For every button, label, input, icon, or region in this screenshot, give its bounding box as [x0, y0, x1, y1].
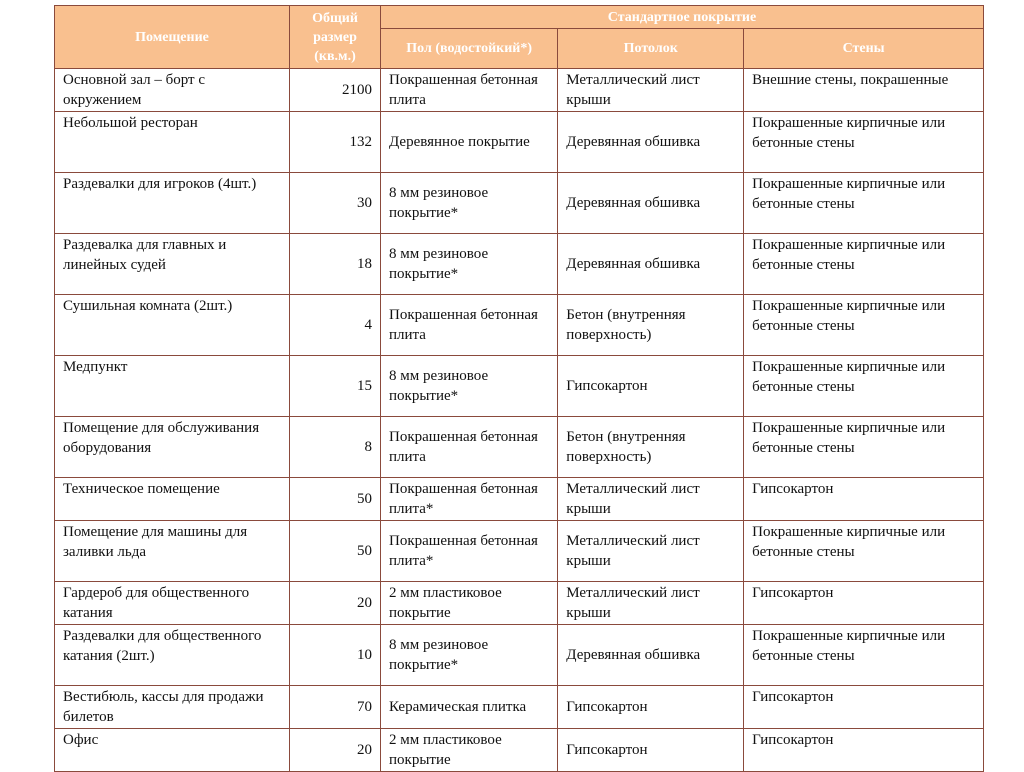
table-row [55, 417, 984, 478]
cell-walls: Покрашенные кирпичные или бетонные стены [744, 295, 984, 356]
cell-size: 30 [290, 173, 381, 234]
cell-size: 8 [290, 417, 381, 478]
cell-room: Раздевалка для главных и линейных судей [55, 234, 290, 295]
cell-size: 132 [290, 112, 381, 173]
header-room: Помещение [55, 6, 290, 69]
table-row [55, 521, 984, 582]
cell-room: Сушильная комната (2шт.) [55, 295, 290, 356]
cell-floor: 8 мм резиновое покрытие* [381, 234, 558, 295]
cell-room: Раздевалки для общественного катания (2шт.) [55, 625, 290, 686]
cell-size: 20 [290, 582, 381, 625]
table-row [55, 173, 984, 234]
cell-walls: Покрашенные кирпичные или бетонные стены [744, 625, 984, 686]
cell-room: Основной зал – борт с окружением [55, 69, 290, 112]
cell-floor: 2 мм пластиковое покрытие [381, 729, 558, 772]
cell-ceiling: Металлический лист крыши [558, 521, 744, 582]
cell-walls: Покрашенные кирпичные или бетонные стены [744, 417, 984, 478]
cell-walls: Покрашенные кирпичные или бетонные стены [744, 356, 984, 417]
cell-ceiling: Деревянная обшивка [558, 173, 744, 234]
cell-floor: Покрашенная бетонная плита [381, 69, 558, 112]
cell-walls: Внешние стены, покрашенные [744, 69, 984, 112]
table-row [55, 729, 984, 772]
cell-walls: Гипсокартон [744, 686, 984, 729]
cell-ceiling: Гипсокартон [558, 729, 744, 772]
cell-room: Небольшой ресторан [55, 112, 290, 173]
table-row [55, 625, 984, 686]
cell-size: 18 [290, 234, 381, 295]
cell-ceiling: Деревянная обшивка [558, 625, 744, 686]
cell-room: Медпункт [55, 356, 290, 417]
cell-room: Вестибюль, кассы для продажи билетов [55, 686, 290, 729]
header-standard: Стандартное покрытие [381, 6, 984, 29]
cell-walls: Гипсокартон [744, 478, 984, 521]
cell-ceiling: Металлический лист крыши [558, 478, 744, 521]
cell-size: 15 [290, 356, 381, 417]
cell-size: 70 [290, 686, 381, 729]
table-row [55, 234, 984, 295]
cell-ceiling: Деревянная обшивка [558, 112, 744, 173]
cell-room: Техническое помещение [55, 478, 290, 521]
rooms-coverage-table [54, 5, 984, 772]
cell-floor: Покрашенная бетонная плита* [381, 478, 558, 521]
cell-room: Помещение для обслуживания оборудования [55, 417, 290, 478]
table-row [55, 112, 984, 173]
cell-size: 2100 [290, 69, 381, 112]
cell-ceiling: Деревянная обшивка [558, 234, 744, 295]
cell-ceiling: Бетон (внутренняя поверхность) [558, 295, 744, 356]
cell-ceiling: Металлический лист крыши [558, 69, 744, 112]
cell-floor: 8 мм резиновое покрытие* [381, 625, 558, 686]
cell-ceiling: Бетон (внутренняя поверхность) [558, 417, 744, 478]
cell-room: Раздевалки для игроков (4шт.) [55, 173, 290, 234]
table-row [55, 69, 984, 112]
cell-room: Помещение для машины для заливки льда [55, 521, 290, 582]
cell-ceiling: Металлический лист крыши [558, 582, 744, 625]
cell-room: Гардероб для общественного катания [55, 582, 290, 625]
cell-size: 10 [290, 625, 381, 686]
table-row [55, 582, 984, 625]
cell-walls: Покрашенные кирпичные или бетонные стены [744, 112, 984, 173]
cell-walls: Гипсокартон [744, 729, 984, 772]
cell-floor: Деревянное покрытие [381, 112, 558, 173]
table-row [55, 295, 984, 356]
header-floor: Пол (водостойкий*) [381, 29, 558, 69]
cell-floor: Покрашенная бетонная плита [381, 417, 558, 478]
cell-floor: Керамическая плитка [381, 686, 558, 729]
table-row [55, 478, 984, 521]
table-row [55, 686, 984, 729]
cell-size: 50 [290, 521, 381, 582]
cell-floor: 8 мм резиновое покрытие* [381, 356, 558, 417]
table-row [55, 356, 984, 417]
cell-walls: Гипсокартон [744, 582, 984, 625]
header-ceiling: Потолок [558, 29, 744, 69]
cell-floor: 2 мм пластиковое покрытие [381, 582, 558, 625]
cell-floor: 8 мм резиновое покрытие* [381, 173, 558, 234]
cell-ceiling: Гипсокартон [558, 686, 744, 729]
cell-size: 4 [290, 295, 381, 356]
cell-walls: Покрашенные кирпичные или бетонные стены [744, 234, 984, 295]
cell-floor: Покрашенная бетонная плита* [381, 521, 558, 582]
cell-size: 20 [290, 729, 381, 772]
cell-floor: Покрашенная бетонная плита [381, 295, 558, 356]
cell-ceiling: Гипсокартон [558, 356, 744, 417]
cell-size: 50 [290, 478, 381, 521]
cell-walls: Покрашенные кирпичные или бетонные стены [744, 521, 984, 582]
header-size: Общий размер (кв.м.) [290, 6, 381, 69]
cell-walls: Покрашенные кирпичные или бетонные стены [744, 173, 984, 234]
header-walls: Стены [744, 29, 984, 69]
cell-room: Офис [55, 729, 290, 772]
